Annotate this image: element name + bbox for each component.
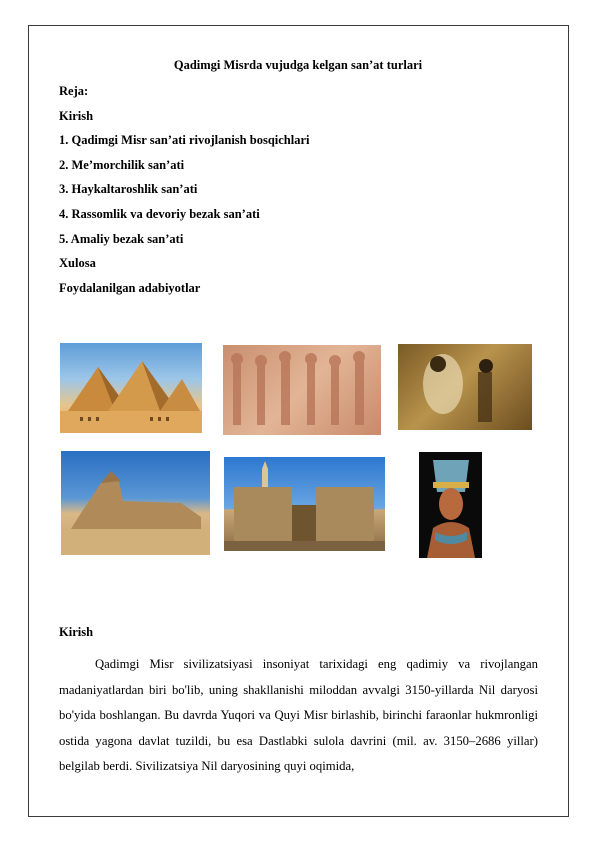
relief-photo <box>223 345 381 435</box>
nefertiti-bust-photo <box>419 452 482 558</box>
toc-item: 2. Me’morchilik san’ati <box>59 157 185 172</box>
toc-item: 4. Rassomlik va devoriy bezak san’ati <box>59 206 260 221</box>
section-heading: Kirish <box>59 625 94 639</box>
toc-item: Kirish <box>59 108 94 123</box>
toc-heading: Reja: <box>59 84 89 98</box>
toc-item: 5. Amaliy bezak san’ati <box>59 231 184 246</box>
document-title: Qadimgi Misrda vujudga kelgan san’at turlari <box>173 58 423 72</box>
sphinx-photo <box>61 451 210 555</box>
toc-item: 3. Haykaltaroshlik san’ati <box>59 182 198 197</box>
table-of-contents <box>59 82 310 303</box>
body-paragraph: Qadimgi Misr sivilizatsiyasi insoniyat tarixidagi eng qadimiy va rivojlangan madaniyatlardan biri bo'lib, uning shakllanishi miloddan avvalgi 3150-yillarda Nil daryosi bo'yida boshlangan. Bu davrda Yuqori va Quyi Misr birlashib, birinchi faraonlar hukmronligi ostida yagona davlat tuzildi, bu esa Dastlabki sulola davrini (mil. av. 3150–2686 yillar) belgilab berdi. Sivilizatsiya Nil daryosining quyi oqimida, <box>59 657 538 773</box>
toc-item: Foydalanilgan adabiyotlar <box>59 280 201 295</box>
wall-painting-photo <box>398 344 532 430</box>
toc-item: 1. Qadimgi Misr san’ati rivojlanish bosqichlari <box>59 133 310 148</box>
temple-photo <box>224 457 385 551</box>
toc-item: Xulosa <box>59 256 96 271</box>
pyramids-photo <box>60 343 202 433</box>
